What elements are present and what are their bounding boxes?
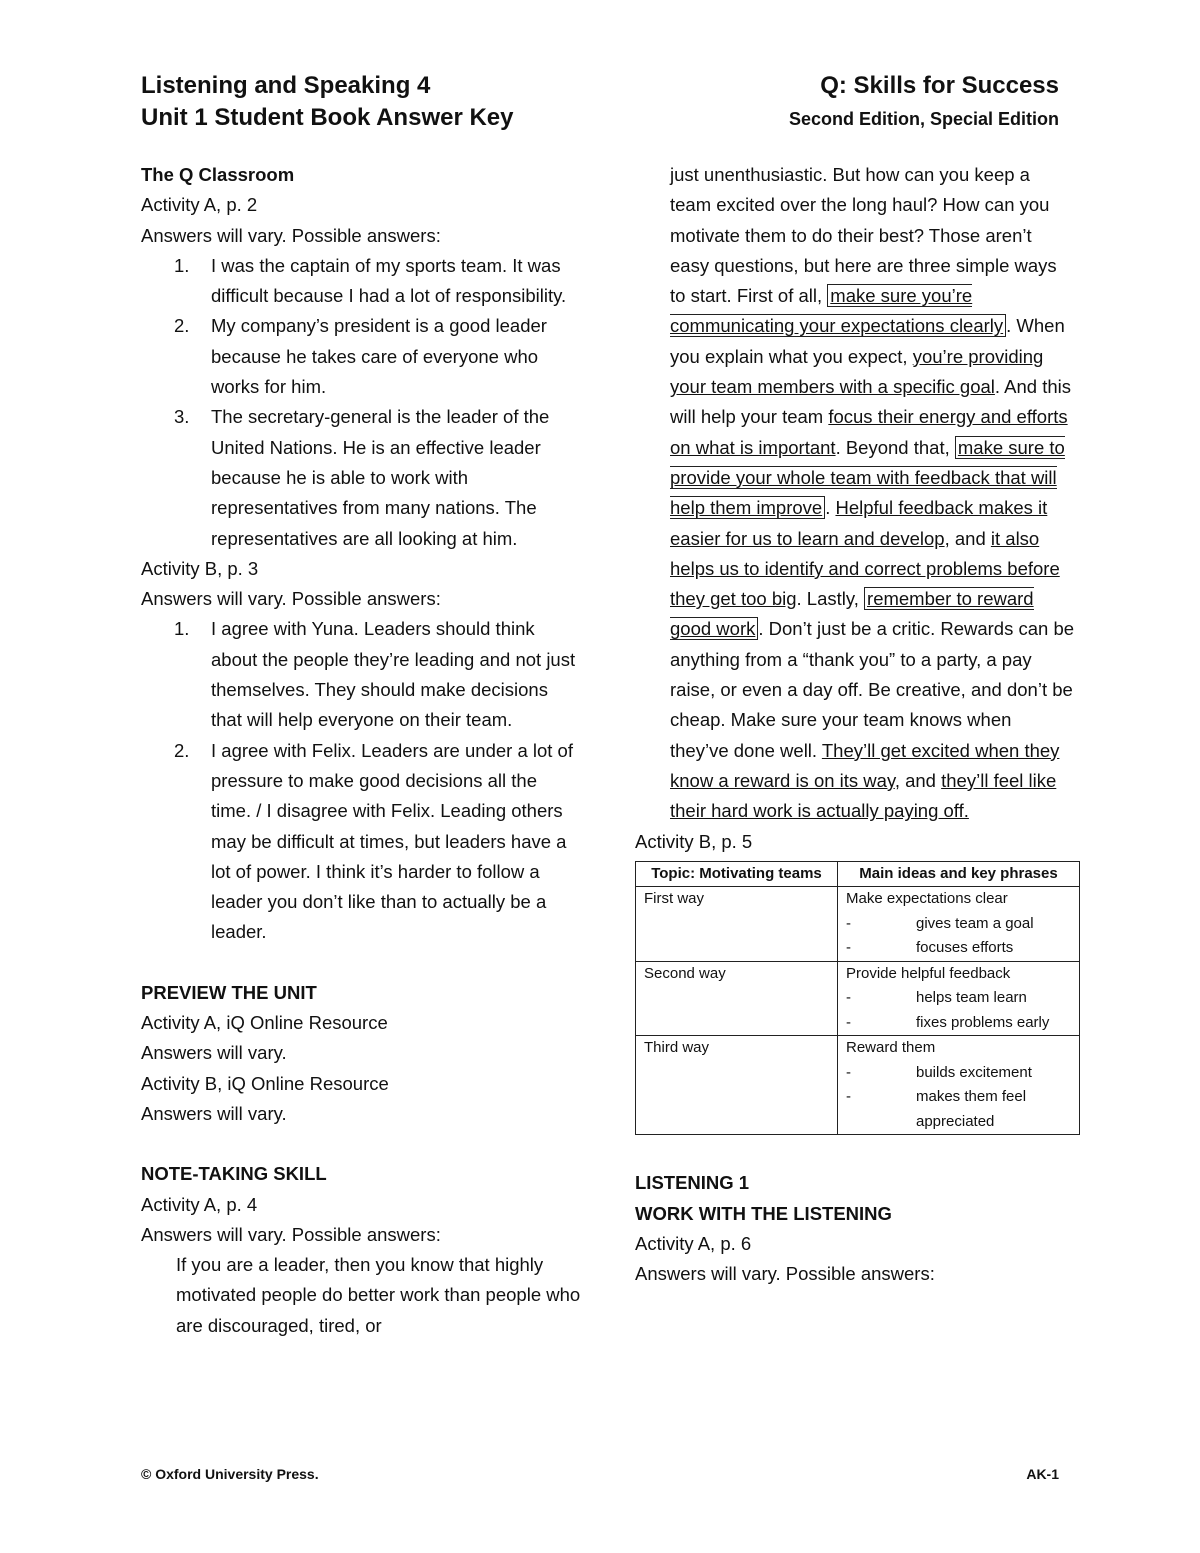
main-idea: Provide helpful feedback — [846, 964, 1011, 982]
passage-continued — [635, 160, 1075, 827]
item-number: 1. — [174, 618, 190, 640]
underlined-key-phrase: they’ll feel like their hard work is actually paying off. — [670, 769, 1057, 822]
table-row — [636, 887, 1080, 962]
key-phrase: - makes them feel appreciated — [846, 1088, 1027, 1130]
item-text: I agree with Yuna. Leaders should think about the people they’re leading and not just themselves. They should make decisions that will help everyone on their team. — [211, 618, 576, 731]
answers-intro: Answers will vary. Possible answers: — [141, 224, 441, 246]
main-idea: Make expectations clear — [846, 890, 1008, 908]
key-phrase: - helps team learn — [846, 989, 1027, 1007]
activity-heading: Activity B, iQ Online Resource — [141, 1072, 389, 1094]
left-column — [141, 160, 581, 1341]
answers-intro: Answers will vary. Possible answers: — [141, 588, 441, 610]
table-cell-way: Second way — [636, 961, 838, 1036]
answers-intro: Answers will vary. Possible answers: — [141, 1223, 441, 1245]
underlined-key-phrase: Helpful feedback makes it easier for us to learn and develop — [670, 497, 1048, 549]
answers-intro: Answers will vary. Possible answers: — [635, 1263, 935, 1285]
underlined-key-phrase: They’ll get excited when they know a reward is on its way — [670, 739, 1060, 791]
key-phrase: - builds excitement — [846, 1063, 1032, 1081]
activity-heading: Activity B, p. 3 — [141, 557, 259, 579]
list-item — [141, 736, 581, 948]
item-number: 2. — [174, 315, 190, 337]
boxed-main-idea: make sure to provide your whole team with feedback that will help them improve — [670, 436, 1065, 519]
table-header-cell: Main ideas and key phrases — [838, 861, 1080, 887]
passage-text: . Lastly, — [796, 588, 859, 610]
key-phrase: - focuses efforts — [846, 939, 1014, 957]
main-idea: Reward them — [846, 1039, 936, 1057]
item-number: 1. — [174, 254, 190, 276]
table-cell-way: First way — [636, 887, 838, 962]
table-cell-ideas — [838, 1036, 1080, 1135]
item-number: 3. — [174, 406, 190, 428]
right-column — [635, 160, 1075, 1290]
section-heading-listening-1: LISTENING 1 — [635, 1172, 750, 1194]
list-item — [141, 311, 581, 402]
boxed-main-idea: remember to reward good work — [670, 588, 1034, 640]
table-row — [636, 961, 1080, 1036]
underlined-key-phrase: you’re providing your team members with a specific goal — [670, 345, 1044, 398]
answer-list-a — [141, 251, 581, 554]
section-subheading: WORK WITH THE LISTENING — [635, 1202, 892, 1224]
passage-text: . — [825, 497, 831, 519]
section-heading-preview: PREVIEW THE UNIT — [141, 981, 317, 1003]
header-series-title: Q: Skills for Success — [820, 72, 1059, 99]
list-item — [141, 251, 581, 312]
notes-table — [635, 861, 1080, 1136]
item-text: The secretary-general is the leader of the United Nations. He is an effective leader because he is able to work with representatives from many nations. The representatives are all looking at him. — [211, 406, 550, 549]
header-title-line2: Unit 1 Student Book Answer Key — [141, 104, 514, 131]
table-header-row — [636, 861, 1080, 887]
table-row — [636, 1036, 1080, 1135]
header-edition: Second Edition, Special Edition — [788, 109, 1059, 129]
underlined-key-phrase: focus their energy and efforts on what is important — [670, 406, 1068, 458]
item-text: I was the captain of my sports team. It was difficult because I had a lot of responsibility. — [211, 254, 567, 307]
passage-text: . And this will help your team — [670, 376, 1072, 428]
answer-text: Answers will vary. — [141, 1102, 287, 1124]
item-number: 2. — [174, 739, 190, 761]
boxed-main-idea: make sure you’re communicating your expectations clearly — [670, 284, 1006, 337]
table-cell-way: Third way — [636, 1036, 838, 1135]
footer-page-number: AK-1 — [1026, 1466, 1059, 1482]
passage-text: . Don’t just be a critic. Rewards can be anything from a “thank you” to a party, a pay raise, or even a day off. Be creative, and don’t be cheap. Make sure your team knows when they’ve done well. — [670, 618, 1075, 761]
answer-list-b — [141, 614, 581, 947]
item-text: I agree with Felix. Leaders are under a lot of pressure to make good decisions all the time. / I disagree with Felix. Leading others may be difficult at times, but leaders have a lot of power. I think it’s harder to follow a leader you don’t like than to actually be a leader. — [211, 739, 573, 943]
answer-text: Answers will vary. — [141, 1042, 287, 1064]
underlined-key-phrase: it also helps us to identify and correct problems before they get too big — [670, 527, 1060, 610]
passage-text: just unenthusiastic. But how can you keep a team excited over the long haul? How can you motivate them to do their best? Those aren’t easy questions, but here are three simple ways to start. First of all, — [670, 164, 1057, 307]
passage-text: , and — [894, 769, 936, 791]
key-phrase: - fixes problems early — [846, 1013, 1050, 1031]
item-text: My company’s president is a good leader because he takes care of everyone who works for him. — [211, 315, 547, 398]
table-cell-ideas — [838, 887, 1080, 962]
section-heading-q-classroom: The Q Classroom — [141, 164, 295, 185]
activity-heading: Activity A, iQ Online Resource — [141, 1012, 388, 1034]
passage-text: , and — [944, 527, 986, 549]
list-item — [141, 614, 581, 735]
activity-heading: Activity A, p. 2 — [141, 194, 258, 216]
activity-heading: Activity A, p. 4 — [141, 1193, 258, 1215]
activity-heading: Activity B, p. 5 — [635, 830, 753, 852]
section-heading-note-taking: NOTE-TAKING SKILL — [141, 1163, 327, 1185]
table-cell-ideas — [838, 961, 1080, 1036]
header-title-line1: Listening and Speaking 4 — [141, 72, 431, 99]
passage-text: . Beyond that, — [835, 436, 950, 458]
key-phrase: - gives team a goal — [846, 914, 1034, 932]
table-header-cell: Topic: Motivating teams — [636, 861, 838, 887]
passage-text: . When you explain what you expect, — [670, 315, 1065, 367]
passage-start: If you are a leader, then you know that highly motivated people do better work than people who are discouraged, tired, or — [176, 1254, 581, 1336]
activity-heading: Activity A, p. 6 — [635, 1232, 752, 1254]
footer-copyright: © Oxford University Press. — [141, 1466, 319, 1482]
list-item — [141, 402, 581, 553]
